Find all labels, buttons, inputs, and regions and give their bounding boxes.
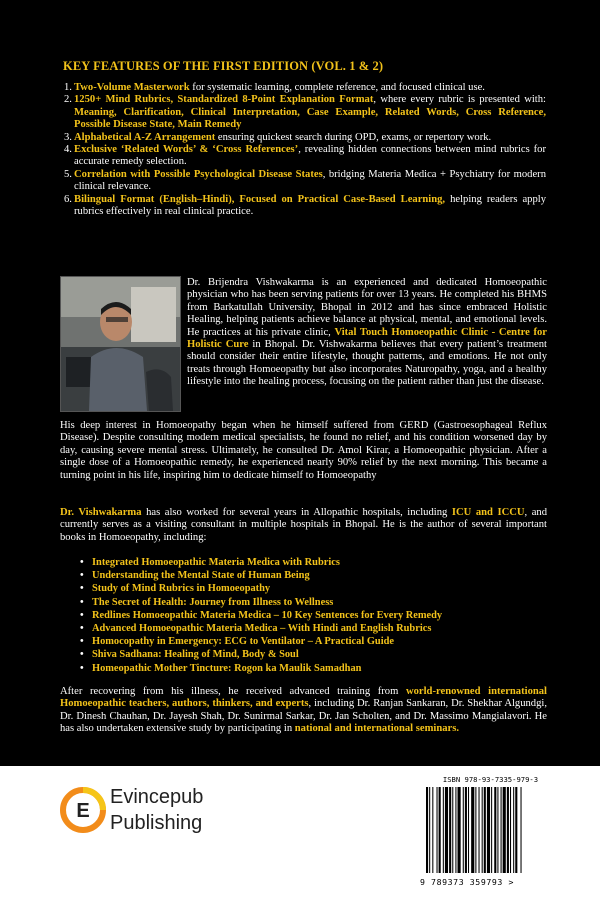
feature-heading: 1250+ Mind Rubrics, Standardized 8-Point Explanation Format [74, 94, 374, 106]
feature-item [64, 144, 546, 169]
bullet-icon: • [80, 570, 84, 582]
barcode-bar [501, 787, 502, 873]
barcode-bar [463, 787, 464, 873]
book-title: Integrated Homoeopathic Materia Medica with Rubrics [92, 557, 340, 568]
barcode-bar [503, 787, 506, 873]
book-title: Shiva Sadhana: Healing of Mind, Body & Soul [92, 649, 299, 661]
publisher-name-line1: Evincepub [110, 786, 204, 808]
feature-number: 5. [64, 168, 72, 180]
key-features-title: KEY FEATURES OF THE FIRST EDITION (VOL. 1 & 2) [63, 59, 384, 73]
book-title: Redlines Homoeopathic Materia Medica – 10 Key Sentences for Every Remedy [92, 609, 443, 621]
barcode-bar [510, 787, 511, 873]
feature-text: for systematic learning, complete reference, and focused clinical use. [189, 82, 485, 93]
barcode-bar [429, 787, 430, 873]
feature-item [64, 194, 546, 219]
bullet-icon: • [80, 609, 84, 621]
bullet-icon: • [80, 557, 84, 568]
book-title: Study of Mind Rubrics in Homoeopathy [92, 583, 271, 595]
book-item [80, 635, 520, 648]
feature-text: helping readers apply rubrics effectively in real clinical practice. [74, 193, 546, 218]
barcode-bar [475, 787, 476, 873]
feature-text: ensuring quickest search during OPD, exams, or repertory work. [215, 131, 492, 143]
feature-item [64, 132, 546, 144]
bullet-icon: • [80, 623, 84, 635]
barcode-bar [507, 787, 509, 873]
seminars-highlight: national and international seminars. [294, 723, 460, 735]
feature-number: 3. [64, 131, 72, 143]
book-title: Understanding the Mental State of Human Being [92, 570, 310, 582]
bio-text: in Bhopal. Dr. Vishwakarma believes that every patient’s treatment should consider their entire lifestyle, thought patterns, and emotions. He not only treats through Homoeopathy but also incorporates Naturopathy, yoga, and a healthy lifestyle into the healing process, focusing on the patient rather than just the disease. [187, 339, 547, 388]
author-photo-image [61, 277, 180, 411]
barcode-bar [426, 787, 428, 873]
barcode-bar [455, 787, 456, 873]
barcode-bar [497, 787, 498, 873]
bio-text: has also worked for several years in Allopathic hospitals, including [141, 507, 452, 518]
author-name: Dr. Vishwakarma [60, 507, 142, 518]
barcode-bar [513, 787, 514, 873]
barcode-bar [479, 787, 480, 873]
feature-number: 4. [64, 144, 72, 156]
barcode-bar [487, 787, 490, 873]
book-item [80, 609, 520, 622]
barcode-bar [432, 787, 433, 873]
barcode-bar [491, 787, 492, 873]
barcode-bar [439, 787, 441, 873]
bullet-icon: • [80, 596, 84, 608]
bio-paragraph-4 [60, 686, 547, 736]
author-photo [60, 276, 181, 412]
barcode-bar [437, 787, 438, 873]
book-title: Homeopathic Mother Tincture: Rogon ka Maulik Samadhan [92, 662, 362, 674]
key-features-list [64, 82, 546, 218]
bio-text: , including Dr. Ranjan Sankaran, Dr. Shekhar Algundgi, Dr. Dinesh Chauhan, Dr. Jayesh Shah, Dr. Sunirmal Sarkar, Dr. Jan Scholten, and Dr. Massimo Mangialavori. He has also undertaken extensive study by participating in [60, 698, 547, 735]
barcode-digits: 9 789373 359793 > [420, 877, 514, 887]
feature-text: , bridging Materia Medica + Psychiatry for modern clinical relevance. [74, 168, 546, 193]
feature-heading: Alphabetical A-Z Arrangement [74, 131, 216, 143]
feature-text: , revealing hidden connections between mind rubrics for accurate remedy selection. [74, 144, 546, 168]
feature-item [64, 169, 546, 194]
feature-number: 2. [64, 94, 72, 106]
books-list [80, 556, 520, 675]
bio-text: Dr. Brijendra Vishwakarma is an experienced and dedicated Homoeopathic physician who has been serving patients for over 13 years. He completed his BHMS from Barkatullah University, Bhopal in 2012 and has since embraced Holistic Healing, helping patients achieve balance at physical, mental, and emotional levels. He practices at his private clinic, [187, 277, 547, 338]
book-title: The Secret of Health: Journey from Illness to Wellness [92, 596, 334, 608]
feature-heading: Two-Volume Masterwork [74, 82, 190, 93]
bio-text: After recovering from his illness, he received advanced training from [60, 686, 406, 697]
teachers-highlight: world-renowned international Homoeopathic teachers, authors, thinkers, and experts [60, 686, 547, 710]
bio-paragraph-2: His deep interest in Homoeopathy began when he himself suffered from GERD (Gastroesophageal Reflux Disease). Despite consulting modern medical specialists, he found no relief, and his condition worsened day by day, causing severe mental stress. Ultimately, he consulted Dr. Amol Kirar, a Homoeopathic physician. After a single dose of a Homoeopathic remedy, he experienced nearly 90% relief by the next morning. This became a turning point in his life, inspiring him to dedicate himself to Homoeopathy [60, 420, 547, 481]
book-item [80, 582, 520, 595]
barcode-bar [471, 787, 474, 873]
barcode-bar [515, 787, 517, 873]
feature-item [64, 82, 546, 94]
bullet-icon: • [80, 662, 84, 674]
publisher-name-line2: Publishing [110, 812, 203, 834]
barcode-bar [445, 787, 448, 873]
bio-paragraph-1 [187, 277, 547, 389]
book-item [80, 662, 520, 675]
barcode-bar [452, 787, 453, 873]
feature-item [64, 94, 546, 131]
bio-text: , and currently serves as a visiting consultant in multiple hospitals in Bhopal. He is the author of several important books in Homoeopathy, including: [60, 507, 547, 543]
book-title: Homocopathy in Emergency: ECG to Ventilator – A Practical Guide [92, 636, 394, 648]
book-item [80, 569, 520, 582]
logo-letter: E [76, 800, 90, 822]
book-item [80, 622, 520, 635]
feature-number: 1. [64, 82, 72, 93]
feature-heading: Correlation with Possible Psychological Disease States [74, 168, 323, 180]
book-item [80, 648, 520, 661]
barcode-bar [449, 787, 451, 873]
barcode-bar [443, 787, 444, 873]
bio-paragraph-3 [60, 507, 547, 544]
barcode-bar [484, 787, 486, 873]
book-title: Advanced Homoeopathic Materia Medica – With Hindi and English Rubrics [92, 623, 432, 635]
icu-iccu: ICU and ICCU [451, 507, 525, 518]
isbn-barcode [420, 787, 555, 875]
feature-heading-2: Meaning, Clarification, Clinical Interpretation, Case Example, Related Words, Cross Reference, Possible Disease State, Main Remedy [74, 106, 546, 131]
barcode-bar [494, 787, 496, 873]
feature-text: , where every rubric is presented with: [373, 94, 546, 106]
barcode-bar [482, 787, 483, 873]
clinic-name: Vital Touch Homoeopathic Clinic - Centre for Holistic Cure [187, 326, 547, 351]
barcode-bar [458, 787, 461, 873]
bullet-icon: • [80, 583, 84, 595]
barcode-bar [468, 787, 469, 873]
feature-heading: Bilingual Format (English–Hindi), Focused on Practical Case-Based Learning, [74, 193, 446, 205]
bullet-icon: • [80, 649, 84, 661]
feature-number: 6. [64, 193, 72, 205]
isbn-label: ISBN 978-93-7335-979-3 [442, 775, 539, 784]
bullet-icon: • [80, 636, 84, 648]
feature-heading: Exclusive ‘Related Words’ & ‘Cross References’ [74, 144, 299, 156]
evincepub-logo-icon [58, 783, 108, 839]
book-item [80, 556, 520, 569]
book-item [80, 596, 520, 609]
barcode-bar [521, 787, 522, 873]
barcode-bar [465, 787, 467, 873]
